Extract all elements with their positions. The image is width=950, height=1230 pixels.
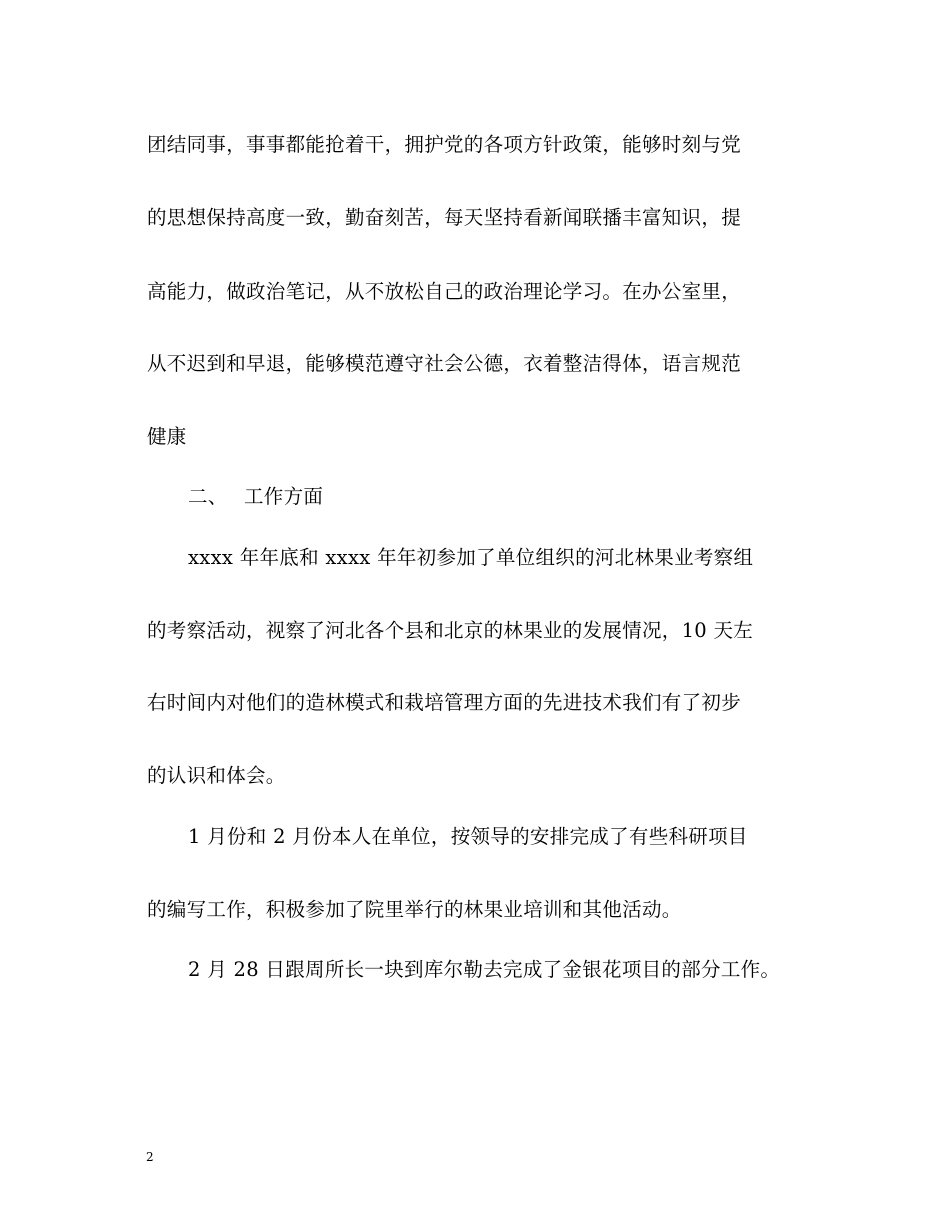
section-heading-number: 二、: [188, 485, 228, 508]
paragraph-1-line-2: 的思想保持高度一致，勤奋刻苦，每天坚持看新闻联播丰富知识，提: [147, 206, 742, 229]
paragraph-2-line-2: 的考察活动，视察了河北各个县和北京的林果业的发展情况，10 天左: [147, 619, 754, 642]
paragraph-1-line-3: 高能力，做政治笔记，从不放松自己的政治理论学习。在办公室里，: [147, 280, 742, 303]
paragraph-1-line-4: 从不迟到和早退，能够模范遵守社会公德，衣着整洁得体，语言规范: [147, 352, 742, 375]
paragraph-2-line-3: 右时间内对他们的造林模式和栽培管理方面的先进技术我们有了初步: [147, 691, 742, 714]
page-number: 2: [146, 1150, 154, 1164]
paragraph-1-line-1: 团结同事，事事都能抢着干，拥护党的各项方针政策，能够时刻与党: [147, 133, 742, 156]
paragraph-4-line-1: 2 月 28 日跟周所长一块到库尔勒去完成了金银花项目的部分工作。: [188, 958, 781, 981]
paragraph-2-line-1: xxxx 年年底和 xxxx 年年初参加了单位组织的河北林果业考察组: [188, 546, 754, 569]
paragraph-3-line-2: 的编写工作，积极参加了院里举行的林果业培训和其他活动。: [147, 898, 682, 921]
paragraph-1-line-5: 健康: [147, 425, 187, 448]
paragraph-3-line-1: 1 月份和 2 月份本人在单位，按领导的安排完成了有些科研项目: [188, 825, 748, 848]
paragraph-2-line-4: 的认识和体会。: [147, 764, 286, 787]
section-heading-title: 工作方面: [244, 485, 324, 508]
section-heading: [188, 484, 323, 510]
